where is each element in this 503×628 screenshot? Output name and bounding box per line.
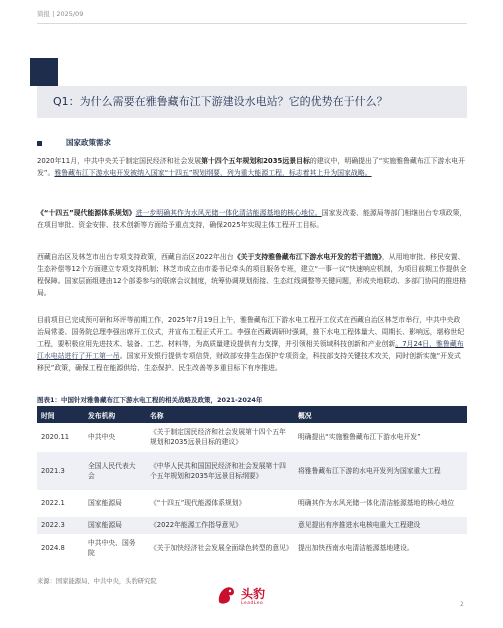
- p3-text-c: ，从用地审批、移民安置、生态补偿等12个方面建立专项支持机制；林芝市成立由市委书记牵头的项目服务专班，建立“一事一议”快速响应机制，为项目前期工作提供全程保障。国家层面组建由12个部委参与的联席会议制度，统筹协调规划衔接、生态红线调整等关键问题，形成央地联动、多部门协同的推进格局。: [37, 253, 467, 297]
- p1-text-c: 的建议中，明确提出了“实施雅鲁藏布江下游水电开发”。: [37, 157, 466, 177]
- p1-text-a: 2020年11月，中共中央关于制定国民经济和社会发展: [37, 157, 202, 165]
- p2-text-c: 国家发改委、能源局等部门相继出台专项政策，在项目审批、资金安排、技术创新等方面给予重点支持，确保2025年实现主体工程开工目标。: [37, 209, 467, 229]
- table-cell-summary: 将雅鲁藏布江下游的水电开发列为国家重大工程: [294, 451, 467, 490]
- figure-title: 图表1：中国针对雅鲁藏布江下游水电工程的相关战略及政策，2021-2024年: [37, 396, 263, 404]
- question-title: Q1：为什么需要在雅鲁藏布江下游建设水电站？它的优势在于什么？: [53, 95, 388, 108]
- table-header-summary: 概况: [294, 406, 467, 423]
- table-row: [37, 534, 467, 562]
- section-bullet-icon: [37, 141, 42, 146]
- p4-text-a: 目前项目已完成预可研和环评等前期工作，2025年7月19日上午，雅鲁藏布江下游水电工程开工仪式在西藏自治区林芝市举行，中共中央政治局常委、国务院总理李强出席开工仪式，并宣布工程正式开工: [37, 316, 461, 336]
- table-header-publisher: 发布机构: [84, 406, 146, 423]
- leopard-logo-icon: [216, 584, 236, 606]
- leadleo-logo: [216, 582, 286, 610]
- table-cell-publisher: 中共中央、国务院: [84, 534, 146, 562]
- p4-underlined: 。7月24日，雅鲁藏布江水电站进行了开工第一吊: [37, 340, 464, 360]
- p3-text-a: 西藏自治区及林芝市出台专项支持政策，西藏自治区2022年出台: [37, 253, 234, 261]
- table-cell-name: 《中华人民共和国国民经济和社会发展第十四个五年规划和2035年远景目标纲要》: [146, 451, 294, 490]
- policy-table: [37, 406, 467, 563]
- logo-name: 头豹: [241, 587, 266, 601]
- page-number: 2: [460, 601, 464, 608]
- table-row: [37, 423, 467, 451]
- p4-text-b: 。李强在西藏调研时强调，推下水电工程体量大、周期长、影响远，堪称世纪工程，要积极应用先进技术、装备、工艺、材料等，为高质量建设提供有力支撑，并引领相关领域科技创新和产业创新: [37, 328, 465, 348]
- table-row: [37, 451, 467, 490]
- table-header-row: [37, 406, 467, 423]
- table-cell-name: 《关于加快经济社会发展全面绿色转型的意见》: [146, 534, 294, 562]
- table-cell-publisher: 国家能源局: [84, 516, 146, 534]
- table-cell-name: 《关于制定国民经济和社会发展第十四个五年规划和2035远景目标的建议》: [146, 423, 294, 451]
- question-accent-block: [30, 58, 58, 86]
- table-cell-name: 《2022年能源工作指导意见》: [146, 516, 294, 534]
- table-cell-publisher: 国家能源局: [84, 490, 146, 516]
- table-header-name: 名称: [146, 406, 294, 423]
- table-cell-summary: 明确提出“实施雅鲁藏布江下游水电开发”: [294, 423, 467, 451]
- table-cell-summary: 意见提出有序推进水电核电重大工程建设: [294, 516, 467, 534]
- p2-underlined: 进一步明确其作为水风光储一体化清洁能源基地的核心地位。: [135, 209, 322, 217]
- table-cell-summary: 提出加快西南水电清洁能源基地建设。: [294, 534, 467, 562]
- paragraph-2: [37, 207, 467, 231]
- table-cell-name: 《“十四五”现代能源体系规划》: [146, 490, 294, 516]
- paragraph-1: [37, 155, 467, 179]
- header-divider: [37, 23, 467, 24]
- table-cell-time: 2024.8: [37, 534, 84, 562]
- table-cell-publisher: 中共中央: [84, 423, 146, 451]
- p2-bold: 《“十四五”现代能源体系规划》: [37, 209, 136, 217]
- table-cell-summary: 明确其作为水风光储一体化清洁能源基地的核心地位: [294, 490, 467, 516]
- table-header-time: 时间: [37, 406, 84, 423]
- table-row: [37, 516, 467, 534]
- source-note: 来源：国家能源局、中共中央，头豹研究院: [37, 578, 157, 585]
- p1-underlined: 雅鲁藏布江下游水电开发被纳入国家“十四五”规划纲要，列为重大能源工程，标志着其上升为国家战略。: [54, 169, 372, 177]
- p4-text-d: 。国家开发银行提供专项信贷，财政部安排生态保护专项资金，科技部支持关键技术攻关，同时创新实施“开发式移民”政策，确保工程在能源供给、生态保护、民生改善等多重目标下有序推进。: [37, 352, 461, 372]
- paragraph-4: [37, 314, 467, 374]
- section-title: 国家政策需求: [66, 138, 111, 147]
- paragraph-3: [37, 251, 467, 299]
- table-row: [37, 490, 467, 516]
- table-cell-time: 2022.3: [37, 516, 84, 534]
- p1-bold: 第十四个五年规划和2035远景目标: [201, 157, 310, 165]
- table-cell-publisher: 全国人民代表大会: [84, 451, 146, 490]
- logo-subtitle: LeadLeo: [241, 601, 264, 606]
- p3-bold: 《关于支持雅鲁藏布江下游水电开发的若干措施》: [233, 253, 382, 261]
- report-header: 简报 | 2025/09: [37, 10, 84, 18]
- table-cell-time: 2020.11: [37, 423, 84, 451]
- table-cell-time: 2022.1: [37, 490, 84, 516]
- table-cell-time: 2021.3: [37, 451, 84, 490]
